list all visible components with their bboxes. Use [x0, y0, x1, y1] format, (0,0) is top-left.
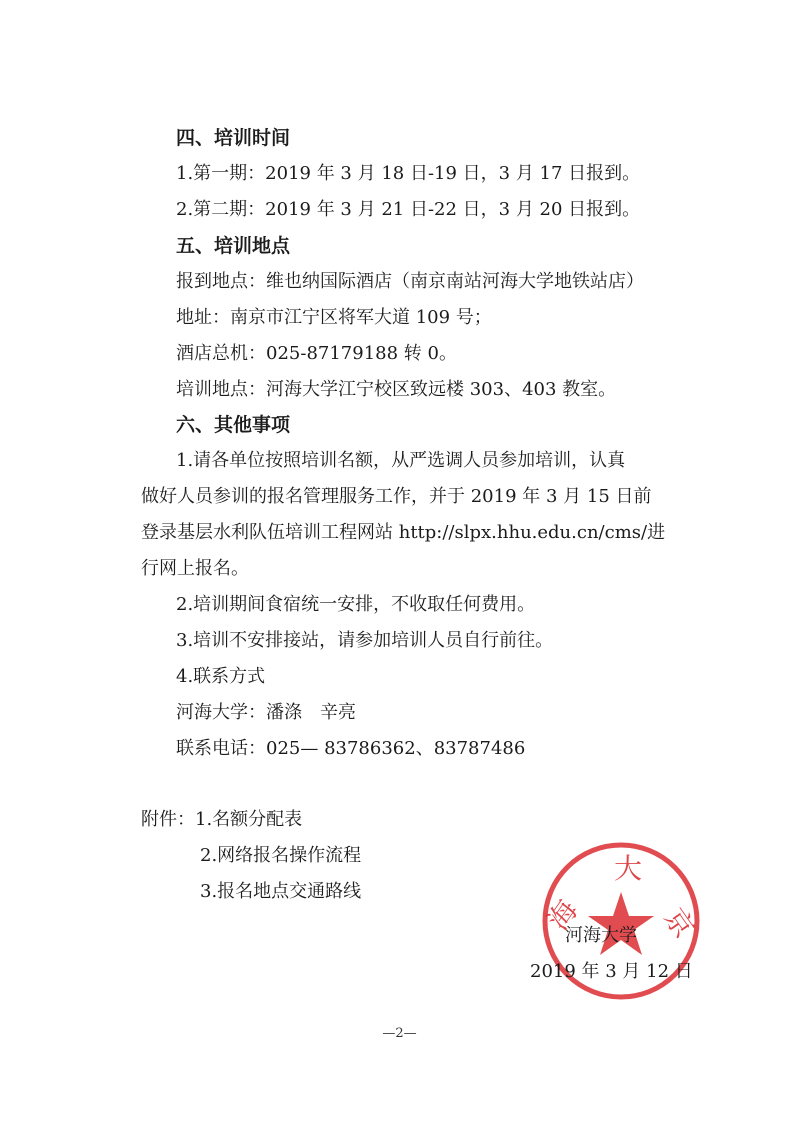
- hotel-address: 地址：南京市江宁区将军大道 109 号；: [176, 307, 492, 328]
- item1-line1: 1.请各单位按照培训名额，从严选调人员参加培训，认真: [176, 450, 626, 471]
- seal-char-right: 京: [657, 902, 701, 945]
- signature-org: 河海大学: [565, 925, 637, 946]
- period1-text: 1.第一期：2019 年 3 月 18 日-19 日，3 月 17 日报到。: [176, 163, 641, 184]
- attachment-item1: 附件：1.名额分配表: [141, 809, 303, 830]
- item4-text: 4.联系方式: [176, 666, 266, 687]
- training-location: 培训地点：河海大学江宁校区致远楼 303、403 教室。: [176, 379, 617, 400]
- page-number: —2—: [382, 1026, 417, 1041]
- checkin-location: 报到地点：维也纳国际酒店（南京南站河海大学地铁站店）: [176, 271, 644, 292]
- seal-char-top: 大: [614, 852, 643, 885]
- item1-line2: 做好人员参训的报名管理服务工作，并于 2019 年 3 月 15 日前: [141, 486, 652, 507]
- section6-heading: 六、其他事项: [176, 414, 291, 436]
- hotel-phone: 酒店总机：025-87179188 转 0。: [176, 343, 457, 364]
- contact-people: 河海大学：潘涤 辛亮: [176, 702, 356, 723]
- item2-text: 2.培训期间食宿统一安排，不收取任何费用。: [176, 594, 536, 615]
- item1-line4: 行网上报名。: [141, 558, 249, 579]
- seal-char-left: 海: [541, 894, 585, 937]
- attachment-item2: 2.网络报名操作流程: [200, 845, 362, 866]
- item3-text: 3.培训不安排接站，请参加培训人员自行前往。: [176, 630, 554, 651]
- section4-heading: 四、培训时间: [176, 127, 291, 149]
- section5-heading: 五、培训地点: [176, 235, 291, 257]
- contact-phone: 联系电话：025— 83786362、83787486: [176, 738, 526, 759]
- signature-date: 2019 年 3 月 12 日: [530, 961, 693, 982]
- period2-text: 2.第二期：2019 年 3 月 21 日-22 日，3 月 20 日报到。: [176, 199, 641, 220]
- item1-line3: 登录基层水利队伍培训工程网站 http://slpx.hhu.edu.cn/cms/进: [141, 522, 666, 543]
- attachment-item3: 3.报名地点交通路线: [200, 881, 362, 902]
